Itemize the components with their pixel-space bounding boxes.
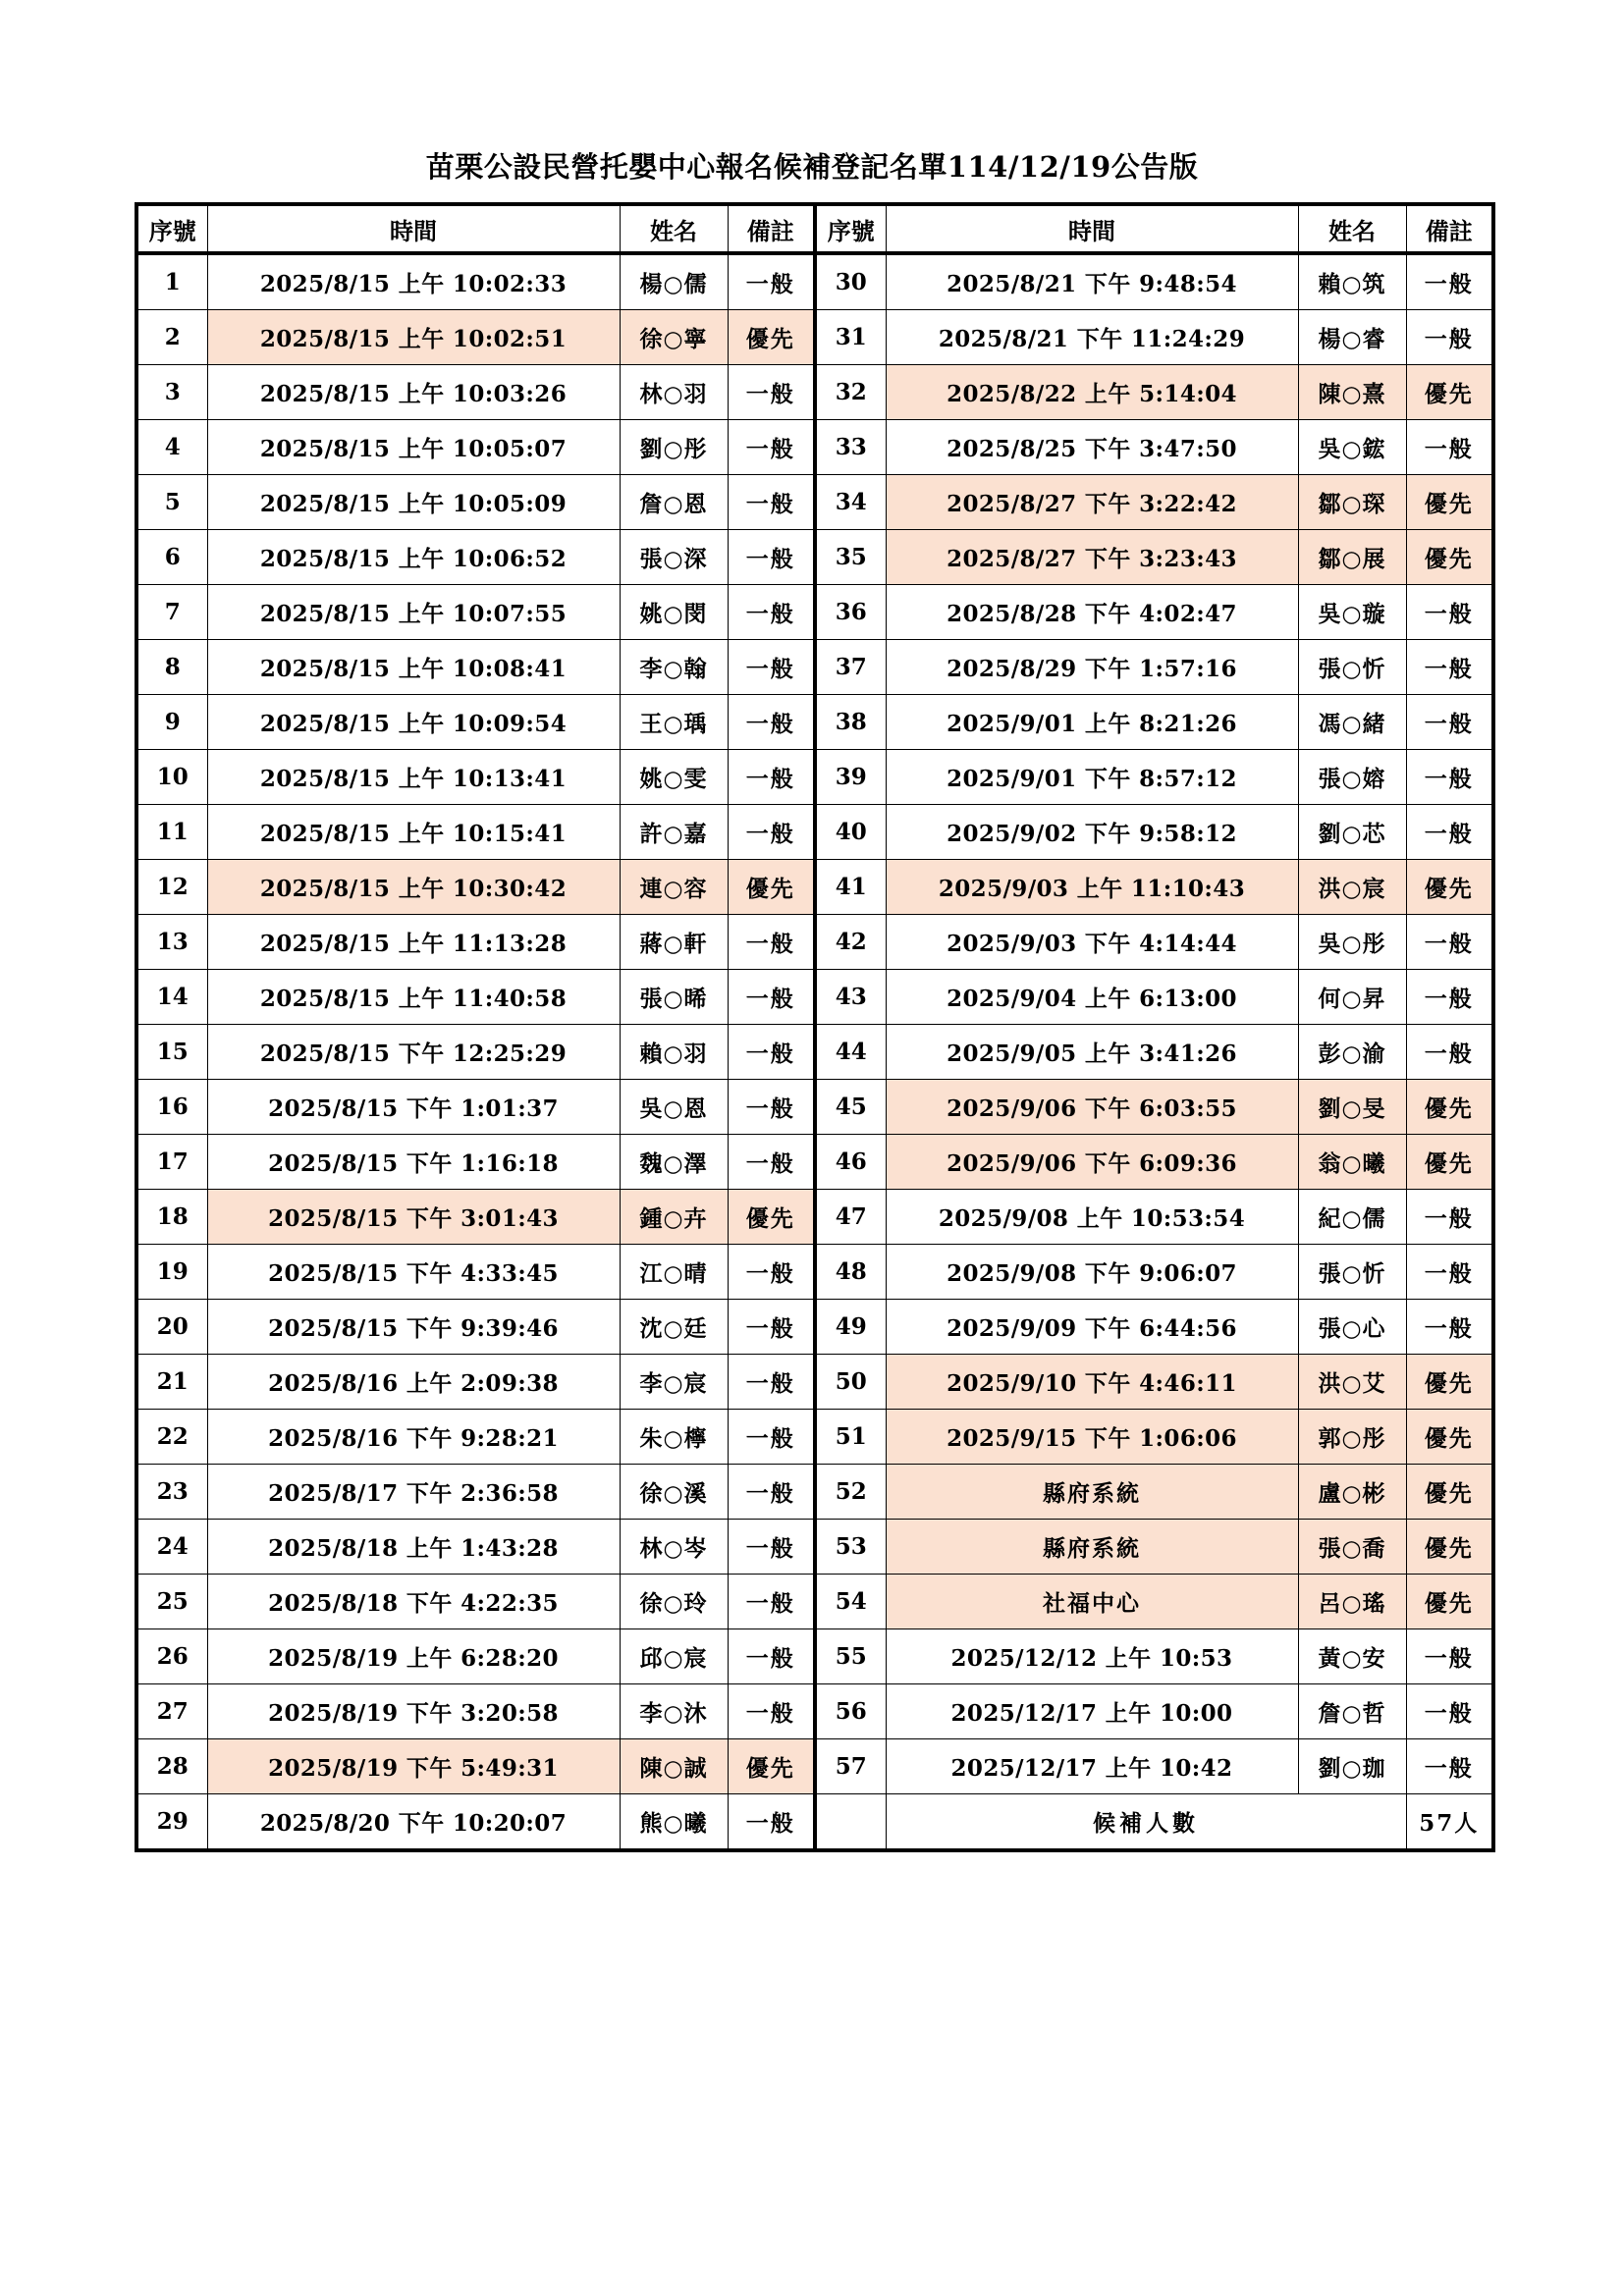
cell-sequence-number: 55 <box>815 1629 886 1684</box>
cell-priority-note: 一般 <box>728 1245 815 1300</box>
cell-registration-time: 2025/12/12 上午 10:53 <box>886 1629 1298 1684</box>
cell-applicant-name: 劉○彤 <box>620 420 728 475</box>
table-row <box>136 1575 1493 1629</box>
cell-registration-time: 2025/8/15 下午 1:16:18 <box>207 1135 620 1190</box>
cell-priority-note: 優先 <box>1406 530 1493 585</box>
cell-registration-time: 縣府系統 <box>886 1520 1298 1575</box>
cell-registration-time: 2025/8/15 下午 1:01:37 <box>207 1080 620 1135</box>
cell-priority-note: 優先 <box>728 860 815 915</box>
cell-registration-time: 2025/9/01 上午 8:21:26 <box>886 695 1298 750</box>
cell-sequence-number: 39 <box>815 750 886 805</box>
cell-applicant-name: 吳○鋐 <box>1298 420 1406 475</box>
cell-applicant-name: 鍾○卉 <box>620 1190 728 1245</box>
table-row <box>136 475 1493 530</box>
cell-sequence-number: 44 <box>815 1025 886 1080</box>
cell-priority-note: 一般 <box>1406 750 1493 805</box>
cell-priority-note: 優先 <box>1406 860 1493 915</box>
cell-priority-note: 一般 <box>728 1575 815 1629</box>
cell-applicant-name: 張○嫆 <box>1298 750 1406 805</box>
cell-priority-note: 一般 <box>728 1300 815 1355</box>
cell-sequence-number: 3 <box>136 365 207 420</box>
cell-registration-time: 2025/8/18 上午 1:43:28 <box>207 1520 620 1575</box>
table-row <box>136 695 1493 750</box>
cell-priority-note: 一般 <box>1406 970 1493 1025</box>
cell-registration-time: 2025/8/20 下午 10:20:07 <box>207 1794 620 1851</box>
cell-applicant-name: 徐○寧 <box>620 310 728 365</box>
cell-priority-note: 優先 <box>728 1739 815 1794</box>
cell-sequence-number: 50 <box>815 1355 886 1410</box>
cell-sequence-number: 11 <box>136 805 207 860</box>
cell-applicant-name: 洪○宸 <box>1298 860 1406 915</box>
cell-priority-note: 一般 <box>728 365 815 420</box>
cell-priority-note: 一般 <box>728 420 815 475</box>
cell-priority-note: 一般 <box>728 915 815 970</box>
header-name-right: 姓名 <box>1298 204 1406 253</box>
cell-priority-note: 優先 <box>1406 475 1493 530</box>
cell-priority-note: 一般 <box>728 253 815 310</box>
cell-registration-time: 2025/12/17 上午 10:42 <box>886 1739 1298 1794</box>
cell-registration-time: 2025/9/08 下午 9:06:07 <box>886 1245 1298 1300</box>
cell-priority-note: 一般 <box>1406 1025 1493 1080</box>
cell-sequence-number: 43 <box>815 970 886 1025</box>
table-row <box>136 1300 1493 1355</box>
cell-applicant-name: 楊○儒 <box>620 253 728 310</box>
cell-priority-note: 一般 <box>728 1794 815 1851</box>
cell-registration-time: 2025/8/27 下午 3:23:43 <box>886 530 1298 585</box>
cell-applicant-name: 陳○誠 <box>620 1739 728 1794</box>
cell-sequence-number: 48 <box>815 1245 886 1300</box>
cell-applicant-name: 賴○羽 <box>620 1025 728 1080</box>
cell-priority-note: 優先 <box>1406 1080 1493 1135</box>
cell-applicant-name: 徐○玲 <box>620 1575 728 1629</box>
cell-registration-time: 2025/9/01 下午 8:57:12 <box>886 750 1298 805</box>
cell-priority-note: 一般 <box>1406 585 1493 640</box>
cell-applicant-name: 鄒○琛 <box>1298 475 1406 530</box>
cell-priority-note: 一般 <box>1406 1190 1493 1245</box>
table-row <box>136 1080 1493 1135</box>
cell-registration-time: 2025/8/15 上午 10:13:41 <box>207 750 620 805</box>
cell-sequence-number: 28 <box>136 1739 207 1794</box>
table-row <box>136 420 1493 475</box>
cell-sequence-number: 33 <box>815 420 886 475</box>
cell-registration-time: 2025/8/15 下午 4:33:45 <box>207 1245 620 1300</box>
cell-sequence-number: 24 <box>136 1520 207 1575</box>
cell-priority-note: 一般 <box>728 1629 815 1684</box>
cell-registration-time: 2025/9/06 下午 6:09:36 <box>886 1135 1298 1190</box>
cell-priority-note: 一般 <box>728 1025 815 1080</box>
cell-priority-note: 一般 <box>1406 640 1493 695</box>
header-no-left: 序號 <box>136 204 207 253</box>
cell-priority-note: 優先 <box>728 1190 815 1245</box>
cell-applicant-name: 許○嘉 <box>620 805 728 860</box>
cell-registration-time: 2025/8/16 下午 9:28:21 <box>207 1410 620 1465</box>
cell-applicant-name: 張○忻 <box>1298 1245 1406 1300</box>
cell-empty <box>815 1794 886 1851</box>
cell-priority-note: 一般 <box>1406 253 1493 310</box>
cell-registration-time: 2025/8/27 下午 3:22:42 <box>886 475 1298 530</box>
cell-sequence-number: 18 <box>136 1190 207 1245</box>
cell-sequence-number: 34 <box>815 475 886 530</box>
cell-applicant-name: 魏○澤 <box>620 1135 728 1190</box>
cell-applicant-name: 陳○熹 <box>1298 365 1406 420</box>
cell-applicant-name: 林○羽 <box>620 365 728 420</box>
cell-applicant-name: 江○晴 <box>620 1245 728 1300</box>
cell-sequence-number: 46 <box>815 1135 886 1190</box>
cell-registration-time: 2025/8/15 上午 10:08:41 <box>207 640 620 695</box>
cell-priority-note: 一般 <box>1406 1300 1493 1355</box>
cell-sequence-number: 32 <box>815 365 886 420</box>
cell-sequence-number: 1 <box>136 253 207 310</box>
table-row <box>136 805 1493 860</box>
registration-table-container <box>135 202 1491 1852</box>
cell-sequence-number: 47 <box>815 1190 886 1245</box>
cell-sequence-number: 7 <box>136 585 207 640</box>
cell-registration-time: 2025/9/08 上午 10:53:54 <box>886 1190 1298 1245</box>
table-row <box>136 1739 1493 1794</box>
cell-registration-time: 2025/9/06 下午 6:03:55 <box>886 1080 1298 1135</box>
cell-priority-note: 一般 <box>728 1080 815 1135</box>
cell-applicant-name: 張○心 <box>1298 1300 1406 1355</box>
cell-registration-time: 2025/8/22 上午 5:14:04 <box>886 365 1298 420</box>
cell-priority-note: 一般 <box>728 475 815 530</box>
cell-applicant-name: 吳○璇 <box>1298 585 1406 640</box>
cell-sequence-number: 56 <box>815 1684 886 1739</box>
cell-priority-note: 一般 <box>728 1465 815 1520</box>
cell-sequence-number: 2 <box>136 310 207 365</box>
cell-applicant-name: 何○昇 <box>1298 970 1406 1025</box>
table-row <box>136 1465 1493 1520</box>
cell-sequence-number: 16 <box>136 1080 207 1135</box>
cell-priority-note: 一般 <box>1406 1245 1493 1300</box>
cell-applicant-name: 張○喬 <box>1298 1520 1406 1575</box>
cell-priority-note: 一般 <box>728 530 815 585</box>
cell-applicant-name: 翁○曦 <box>1298 1135 1406 1190</box>
header-row <box>136 204 1493 253</box>
table-row <box>136 1025 1493 1080</box>
cell-registration-time: 2025/8/29 下午 1:57:16 <box>886 640 1298 695</box>
cell-sequence-number: 35 <box>815 530 886 585</box>
cell-registration-time: 2025/9/02 下午 9:58:12 <box>886 805 1298 860</box>
cell-registration-time: 2025/8/15 上午 10:02:33 <box>207 253 620 310</box>
cell-priority-note: 優先 <box>1406 1355 1493 1410</box>
cell-sequence-number: 45 <box>815 1080 886 1135</box>
cell-applicant-name: 馮○緒 <box>1298 695 1406 750</box>
cell-applicant-name: 張○忻 <box>1298 640 1406 695</box>
cell-registration-time: 2025/8/19 下午 3:20:58 <box>207 1684 620 1739</box>
cell-registration-time: 2025/9/10 下午 4:46:11 <box>886 1355 1298 1410</box>
cell-sequence-number: 53 <box>815 1520 886 1575</box>
cell-priority-note: 一般 <box>728 585 815 640</box>
header-note-left: 備註 <box>728 204 815 253</box>
cell-registration-time: 2025/8/16 上午 2:09:38 <box>207 1355 620 1410</box>
table-body <box>136 253 1493 1850</box>
cell-applicant-name: 鄒○展 <box>1298 530 1406 585</box>
cell-priority-note: 一般 <box>1406 420 1493 475</box>
cell-applicant-name: 沈○廷 <box>620 1300 728 1355</box>
header-name-left: 姓名 <box>620 204 728 253</box>
cell-registration-time: 2025/8/15 下午 12:25:29 <box>207 1025 620 1080</box>
table-row <box>136 1794 1493 1851</box>
cell-registration-time: 2025/8/15 上午 10:15:41 <box>207 805 620 860</box>
cell-sequence-number: 37 <box>815 640 886 695</box>
cell-applicant-name: 李○翰 <box>620 640 728 695</box>
cell-registration-time: 2025/9/15 下午 1:06:06 <box>886 1410 1298 1465</box>
cell-applicant-name: 劉○旻 <box>1298 1080 1406 1135</box>
cell-sequence-number: 9 <box>136 695 207 750</box>
cell-priority-note: 一般 <box>728 1355 815 1410</box>
cell-priority-note: 一般 <box>1406 1739 1493 1794</box>
table-row <box>136 750 1493 805</box>
cell-applicant-name: 劉○珈 <box>1298 1739 1406 1794</box>
cell-sequence-number: 14 <box>136 970 207 1025</box>
cell-applicant-name: 張○深 <box>620 530 728 585</box>
cell-priority-note: 一般 <box>728 1684 815 1739</box>
cell-sequence-number: 23 <box>136 1465 207 1520</box>
cell-registration-time: 2025/8/19 上午 6:28:20 <box>207 1629 620 1684</box>
table-row <box>136 1684 1493 1739</box>
cell-applicant-name: 李○沐 <box>620 1684 728 1739</box>
cell-registration-time: 2025/8/15 上午 10:30:42 <box>207 860 620 915</box>
table-header <box>136 204 1493 253</box>
waitlist-count-value: 57人 <box>1406 1794 1493 1851</box>
cell-applicant-name: 詹○恩 <box>620 475 728 530</box>
table-row <box>136 530 1493 585</box>
cell-applicant-name: 姚○閔 <box>620 585 728 640</box>
cell-sequence-number: 31 <box>815 310 886 365</box>
cell-priority-note: 優先 <box>1406 1410 1493 1465</box>
cell-applicant-name: 姚○雯 <box>620 750 728 805</box>
cell-sequence-number: 10 <box>136 750 207 805</box>
cell-sequence-number: 54 <box>815 1575 886 1629</box>
cell-priority-note: 優先 <box>1406 365 1493 420</box>
cell-applicant-name: 呂○瑤 <box>1298 1575 1406 1629</box>
cell-priority-note: 一般 <box>1406 915 1493 970</box>
table-row <box>136 585 1493 640</box>
cell-registration-time: 2025/8/15 上午 10:06:52 <box>207 530 620 585</box>
table-row <box>136 640 1493 695</box>
cell-applicant-name: 吳○恩 <box>620 1080 728 1135</box>
cell-priority-note: 優先 <box>1406 1520 1493 1575</box>
header-time-right: 時間 <box>886 204 1298 253</box>
cell-sequence-number: 42 <box>815 915 886 970</box>
cell-priority-note: 一般 <box>1406 1684 1493 1739</box>
cell-priority-note: 優先 <box>1406 1575 1493 1629</box>
cell-registration-time: 2025/8/21 下午 11:24:29 <box>886 310 1298 365</box>
cell-sequence-number: 27 <box>136 1684 207 1739</box>
cell-registration-time: 2025/8/25 下午 3:47:50 <box>886 420 1298 475</box>
cell-registration-time: 2025/8/15 上午 10:07:55 <box>207 585 620 640</box>
cell-sequence-number: 57 <box>815 1739 886 1794</box>
cell-applicant-name: 彭○渝 <box>1298 1025 1406 1080</box>
cell-priority-note: 一般 <box>728 695 815 750</box>
cell-sequence-number: 41 <box>815 860 886 915</box>
cell-priority-note: 一般 <box>728 1520 815 1575</box>
table-row <box>136 1245 1493 1300</box>
cell-priority-note: 一般 <box>728 805 815 860</box>
registration-table <box>135 202 1495 1852</box>
cell-applicant-name: 楊○睿 <box>1298 310 1406 365</box>
table-row <box>136 970 1493 1025</box>
cell-applicant-name: 李○宸 <box>620 1355 728 1410</box>
cell-registration-time: 2025/9/04 上午 6:13:00 <box>886 970 1298 1025</box>
cell-registration-time: 社福中心 <box>886 1575 1298 1629</box>
cell-registration-time: 2025/8/21 下午 9:48:54 <box>886 253 1298 310</box>
cell-applicant-name: 王○瑀 <box>620 695 728 750</box>
cell-sequence-number: 8 <box>136 640 207 695</box>
table-row <box>136 1135 1493 1190</box>
cell-sequence-number: 52 <box>815 1465 886 1520</box>
table-row <box>136 1520 1493 1575</box>
cell-registration-time: 縣府系統 <box>886 1465 1298 1520</box>
cell-sequence-number: 49 <box>815 1300 886 1355</box>
cell-priority-note: 一般 <box>1406 805 1493 860</box>
cell-sequence-number: 38 <box>815 695 886 750</box>
cell-sequence-number: 25 <box>136 1575 207 1629</box>
cell-applicant-name: 郭○彤 <box>1298 1410 1406 1465</box>
cell-registration-time: 2025/8/15 下午 9:39:46 <box>207 1300 620 1355</box>
cell-priority-note: 一般 <box>1406 310 1493 365</box>
cell-registration-time: 2025/8/15 上午 10:03:26 <box>207 365 620 420</box>
waitlist-count-label: 候補人數 <box>886 1794 1406 1851</box>
cell-sequence-number: 26 <box>136 1629 207 1684</box>
cell-sequence-number: 40 <box>815 805 886 860</box>
cell-applicant-name: 黃○安 <box>1298 1629 1406 1684</box>
table-row <box>136 365 1493 420</box>
table-row <box>136 915 1493 970</box>
cell-applicant-name: 盧○彬 <box>1298 1465 1406 1520</box>
cell-priority-note: 一般 <box>728 750 815 805</box>
cell-sequence-number: 13 <box>136 915 207 970</box>
cell-sequence-number: 36 <box>815 585 886 640</box>
cell-sequence-number: 4 <box>136 420 207 475</box>
cell-applicant-name: 紀○儒 <box>1298 1190 1406 1245</box>
cell-applicant-name: 洪○艾 <box>1298 1355 1406 1410</box>
cell-sequence-number: 29 <box>136 1794 207 1851</box>
cell-sequence-number: 12 <box>136 860 207 915</box>
cell-applicant-name: 徐○溪 <box>620 1465 728 1520</box>
table-row <box>136 1410 1493 1465</box>
table-row <box>136 1355 1493 1410</box>
page-title: 苗栗公設民營托嬰中心報名候補登記名單114/12/19公告版 <box>425 150 1199 184</box>
table-row <box>136 1629 1493 1684</box>
cell-applicant-name: 邱○宸 <box>620 1629 728 1684</box>
cell-sequence-number: 51 <box>815 1410 886 1465</box>
header-note-right: 備註 <box>1406 204 1493 253</box>
cell-priority-note: 優先 <box>728 310 815 365</box>
cell-priority-note: 優先 <box>1406 1135 1493 1190</box>
cell-registration-time: 2025/8/15 上午 10:02:51 <box>207 310 620 365</box>
cell-priority-note: 一般 <box>1406 695 1493 750</box>
cell-sequence-number: 5 <box>136 475 207 530</box>
cell-applicant-name: 賴○筑 <box>1298 253 1406 310</box>
cell-registration-time: 2025/8/15 上午 10:09:54 <box>207 695 620 750</box>
cell-registration-time: 2025/12/17 上午 10:00 <box>886 1684 1298 1739</box>
cell-priority-note: 一般 <box>728 970 815 1025</box>
cell-registration-time: 2025/8/15 上午 11:40:58 <box>207 970 620 1025</box>
cell-sequence-number: 22 <box>136 1410 207 1465</box>
cell-registration-time: 2025/8/18 下午 4:22:35 <box>207 1575 620 1629</box>
cell-priority-note: 一般 <box>1406 1629 1493 1684</box>
table-row <box>136 253 1493 310</box>
cell-registration-time: 2025/8/15 上午 10:05:09 <box>207 475 620 530</box>
cell-applicant-name: 吳○彤 <box>1298 915 1406 970</box>
cell-applicant-name: 朱○檸 <box>620 1410 728 1465</box>
cell-registration-time: 2025/9/05 上午 3:41:26 <box>886 1025 1298 1080</box>
header-time-left: 時間 <box>207 204 620 253</box>
cell-applicant-name: 劉○芯 <box>1298 805 1406 860</box>
cell-applicant-name: 熊○曦 <box>620 1794 728 1851</box>
cell-applicant-name: 張○晞 <box>620 970 728 1025</box>
cell-sequence-number: 15 <box>136 1025 207 1080</box>
header-no-right: 序號 <box>815 204 886 253</box>
table-row <box>136 310 1493 365</box>
cell-registration-time: 2025/9/03 上午 11:10:43 <box>886 860 1298 915</box>
cell-priority-note: 一般 <box>728 1135 815 1190</box>
cell-applicant-name: 蔣○軒 <box>620 915 728 970</box>
cell-applicant-name: 林○岑 <box>620 1520 728 1575</box>
table-row <box>136 860 1493 915</box>
cell-registration-time: 2025/8/15 上午 10:05:07 <box>207 420 620 475</box>
cell-sequence-number: 19 <box>136 1245 207 1300</box>
cell-applicant-name: 詹○哲 <box>1298 1684 1406 1739</box>
table-row <box>136 1190 1493 1245</box>
cell-registration-time: 2025/8/17 下午 2:36:58 <box>207 1465 620 1520</box>
cell-registration-time: 2025/8/19 下午 5:49:31 <box>207 1739 620 1794</box>
cell-sequence-number: 30 <box>815 253 886 310</box>
cell-sequence-number: 21 <box>136 1355 207 1410</box>
cell-registration-time: 2025/8/15 上午 11:13:28 <box>207 915 620 970</box>
cell-registration-time: 2025/9/03 下午 4:14:44 <box>886 915 1298 970</box>
cell-sequence-number: 20 <box>136 1300 207 1355</box>
cell-priority-note: 一般 <box>728 1410 815 1465</box>
cell-registration-time: 2025/9/09 下午 6:44:56 <box>886 1300 1298 1355</box>
cell-priority-note: 一般 <box>728 640 815 695</box>
cell-priority-note: 優先 <box>1406 1465 1493 1520</box>
cell-sequence-number: 6 <box>136 530 207 585</box>
cell-registration-time: 2025/8/15 下午 3:01:43 <box>207 1190 620 1245</box>
cell-registration-time: 2025/8/28 下午 4:02:47 <box>886 585 1298 640</box>
cell-applicant-name: 連○容 <box>620 860 728 915</box>
cell-sequence-number: 17 <box>136 1135 207 1190</box>
